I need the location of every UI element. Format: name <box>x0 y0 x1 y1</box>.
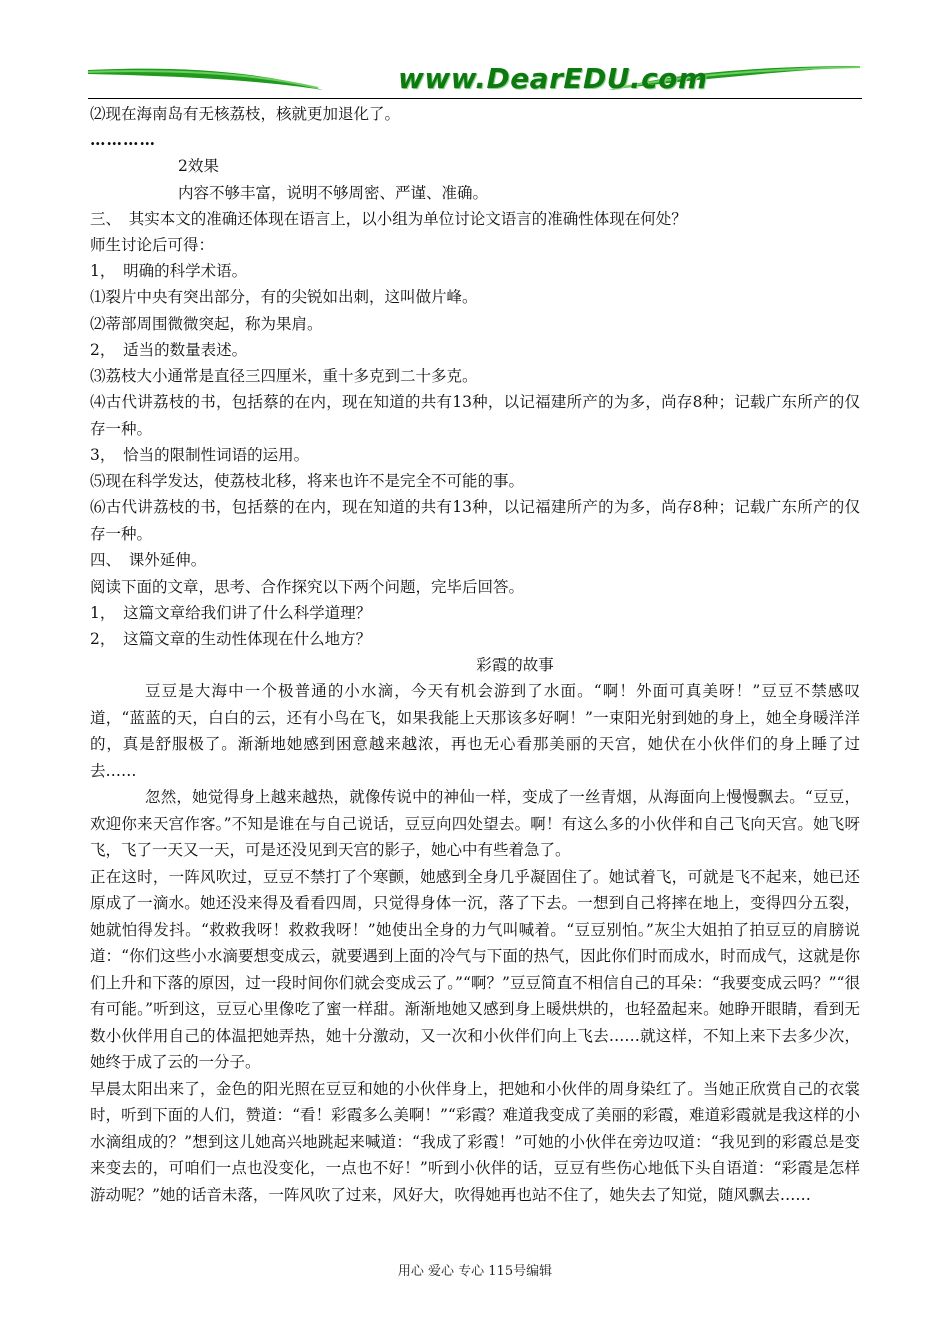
story-paragraph: 豆豆是大海中一个极普通的小水滴，今天有机会游到了水面。“啊！外面可真美呀！”豆豆不禁感叹道，“蓝蓝的天，白白的云，还有小鸟在飞，如果我能上天那该多好啊！”一束阳光射到她的身上，她全身暖洋洋的，真是舒服极了。渐渐地她感到困意越来越浓，再也无心看那美丽的天宫，她伏在小伙伴们的身上睡了过去…… <box>90 682 860 780</box>
text-line: 阅读下面的文章，思考、合作探究以下两个问题，完毕后回答。 <box>90 577 525 596</box>
list-item: 1， 明确的科学术语。 <box>90 262 248 281</box>
text-line: ⑸现在科学发达，使荔枝北移，将来也许不是完全不可能的事。 <box>90 472 525 491</box>
text-line: ⑵现在海南岛有无核荔枝，核就更加退化了。 <box>90 105 401 123</box>
page-footer: 用心 爱心 专心 115号编辑 <box>397 1264 553 1279</box>
text-line: 师生讨论后可得： <box>90 235 215 254</box>
header-banner <box>88 60 862 100</box>
question-item: 2， 这篇文章的生动性体现在什么地方？ <box>90 630 372 648</box>
story-paragraph: 忽然，她觉得身上越来越热，就像传说中的神仙一样，变成了一丝青烟，从海面向上慢慢飘去。“豆豆，欢迎你来天宫作客。”不知是谁在与自己说话，豆豆向四处望去。啊！有这么多的小伙伴和自己飞向天宫。她飞呀飞，飞了一天又一天，可是还没见到天宫的影子，她心中有些着急了。 <box>90 788 860 860</box>
story-paragraph: 正在这时，一阵风吹过，豆豆不禁打了个寒颤，她感到全身几乎凝固住了。她试着飞，可就是飞不起来，她已还原成了一滴水。她还没来得及看看四周，只觉得身体一沉，落了下去。一想到自己将摔在地上，变得四分五裂，她就怕得发抖。“救救我呀！救救我呀！”她使出全身的力气叫喊着。“豆豆别怕。”灰尘大姐拍了拍豆豆的肩膀说道：“你们这些小水滴要想变成云，就要遇到上面的冷气与下面的热气，因此你们时而成水，时而成气，这就是你们上升和下落的原因，过一段时间你们就会变成云了。”“啊？”豆豆简直不相信自己的耳朵：“我要变成云吗？”“很有可能。”听到这，豆豆心里像吃了蜜一样甜。渐渐地她又感到身上暖烘烘的，也轻盈起来。她睁开眼睛，看到无数小伙伴用自己的体温把她弄热，她十分激动，又一次和小伙伴们向上飞去……就这样，不知上来下去多少次，她终于成了云的一分子。 <box>90 867 860 1072</box>
story-title: 彩霞的故事 <box>476 656 554 675</box>
site-logo-text: www.DearEDU.com <box>398 62 708 95</box>
subheading-effect: 2效果 <box>178 157 219 176</box>
text-paragraph: ⑷古代讲荔枝的书，包括蔡的在内，现在知道的共有13种，以记福建所产的为多，尚存8种；记载广东所产的仅存一种。 <box>90 393 860 438</box>
header-rule <box>88 98 862 99</box>
section-heading-3: 三、 其实本文的准确还体现在语言上，以小组为单位讨论文语言的准确性体现在何处？ <box>90 209 687 228</box>
section-heading-4: 四、 课外延伸。 <box>90 551 207 570</box>
text-paragraph: ⑹古代讲荔枝的书，包括蔡的在内，现在知道的共有13种，以记福建所产的为多，尚存8种；记载广东所产的仅存一种。 <box>90 498 860 543</box>
ellipsis-line: ………… <box>90 130 156 150</box>
text-line: ⑵蒂部周围微微突起，称为果肩。 <box>90 314 323 333</box>
text-line: ⑶荔枝大小通常是直径三四厘米，重十多克到二十多克。 <box>90 366 478 385</box>
text-line: ⑴裂片中央有突出部分，有的尖锐如出刺，这叫做片峰。 <box>90 288 478 307</box>
question-item: 1， 这篇文章给我们讲了什么科学道理？ <box>90 603 372 622</box>
story-paragraph: 早晨太阳出来了，金色的阳光照在豆豆和她的小伙伴身上，把她和小伙伴的周身染红了。当她正欣赏自己的衣裳时，听到下面的人们，赞道：“看！彩霞多么美啊！”“彩霞？难道我变成了美丽的彩霞，难道彩霞就是我这样的小水滴组成的？”想到这儿她高兴地跳起来喊道：“我成了彩霞！”可她的小伙伴在旁边叹道：“我见到的彩霞总是变来变去的，可咱们一点也没变化，一点也不好！”听到小伙伴的话，豆豆有些伤心地低下头自语道：“彩霞是怎样游动呢？”她的话音未落，一阵风吹了过来，风好大，吹得她再也站不住了，她失去了知觉，随风飘去…… <box>90 1079 860 1204</box>
list-item: 3， 恰当的限制性词语的运用。 <box>90 446 310 465</box>
document-body <box>90 101 860 1208</box>
text-line: 内容不够丰富，说明不够周密、严谨、准确。 <box>178 183 489 202</box>
list-item: 2， 适当的数量表述。 <box>90 340 248 359</box>
